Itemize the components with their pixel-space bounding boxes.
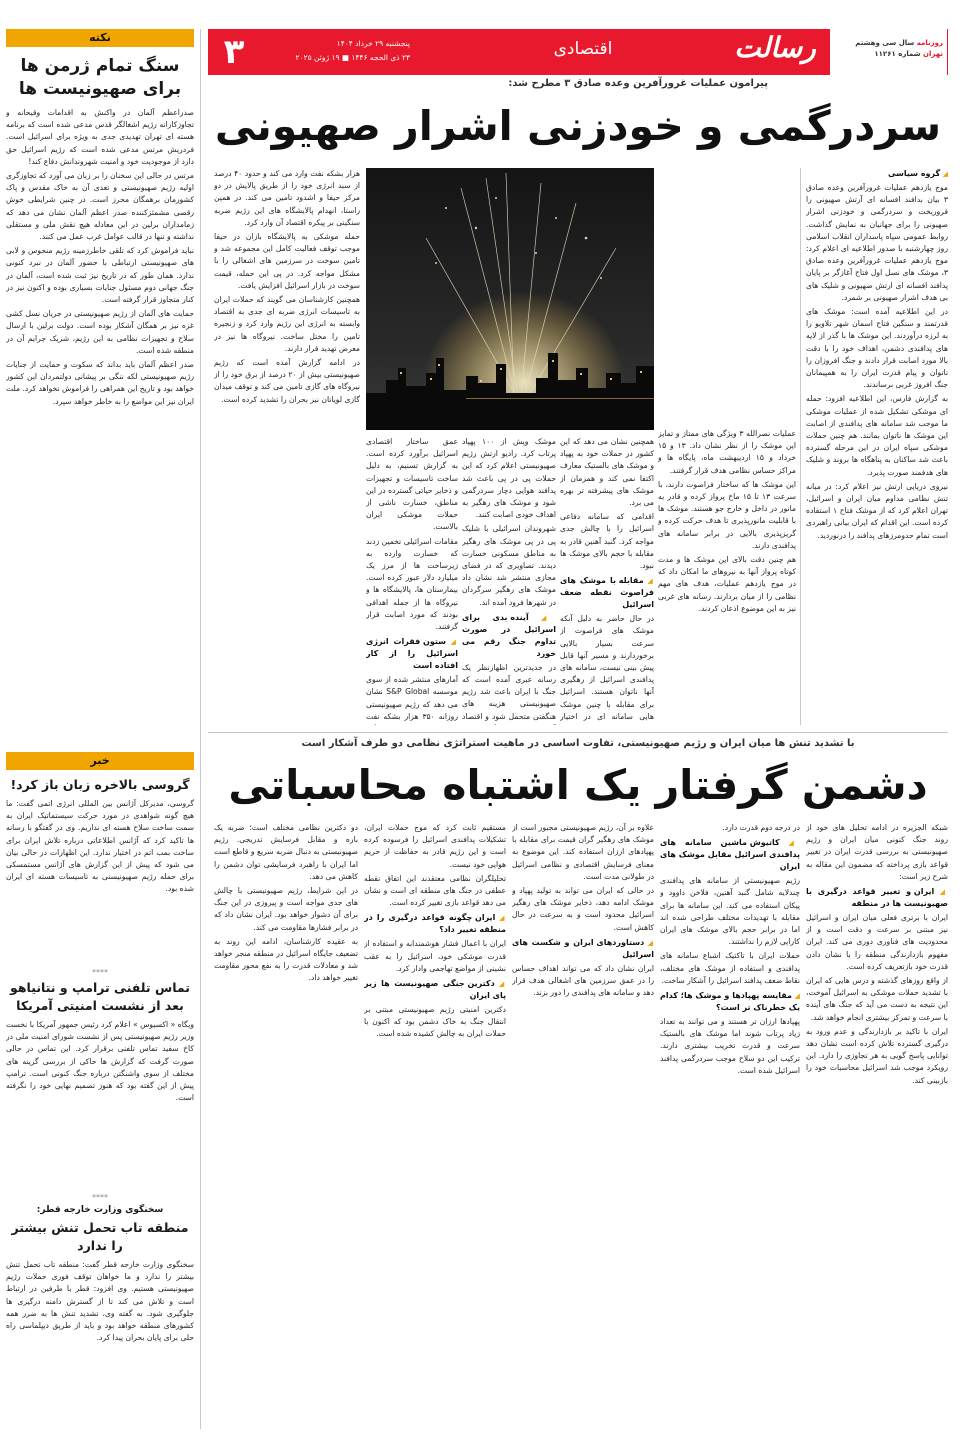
lead-paragraph: نیروی دریایی ارتش نیز اعلام کرد: در میانه تنش نظامی مداوم میان ایران و اسرائیل، تهران اعلام کرد که از موشک فتاح ۱ استفاده کرده است. این اقدام که ایران بیانی راهبردی است تمام حدومرزهای پدافند را درنوردید.: [806, 481, 948, 540]
second-headline: دشمن گرفتار یک اشتباه محاسباتی: [228, 761, 928, 809]
side-note: [6, 29, 194, 747]
second-paragraph: در درجه دوم قدرت دارد.: [722, 823, 800, 832]
second-column-4: [364, 822, 506, 1430]
lead-paragraph: به گزارش فارس، این اطلاعیه افزود: حمله ای موشکی تشکیل شده از عملیات موشکی ما موجب شد سامانه های پدافندی از اصابت این موشک ها ناتوان بمانند. هم چنین حملات موشکی سپاه ایران در این مرحله گسترده باعث شد ساکنان به پناهگاه ها بروند و شلیک های هدفمند صورت پذیرد.: [806, 394, 948, 477]
lead-paragraph: موشک ویش از ۱۰۰ پهپاد پرتاب کرد. رادیو ارتش رژیم صهیونیستی اعلام کرد که این حملات پی در پی باعث شد پدافند هوایی دچار سردرگمی شود و موشک های رهگیر به اهداف خودی اصابت کنند.: [462, 437, 556, 520]
lead-paragraph: حمله موشکی به پالایشگاه بازان در حیفا موجب توقف فعالیت کامل این مجموعه شد و تامین سوخت در سرزمین های اشغالی را با مشکل مواجه کرد. در پی این حمله، قیمت سوخت در بازار اسرائیل افزایش یافت.: [214, 232, 360, 290]
news-kicker: سخنگوی وزارت خارجه قطر:: [36, 1205, 164, 1215]
second-subhead: ◢ ایران و تغییر قواعد درگیری با صهیونیست ها در منطقه: [806, 886, 948, 910]
lead-paragraph: هم چنین دقت بالای این موشک ها و مدت کوتاه پرواز آنها به نیروهای ما امکان داد که در موج یازدهم عملیات، هدف های مهم نظامی را از میان بردارند. رسانه های غربی نیز به این موضوع اذعان کردند.: [658, 555, 796, 613]
lead-paragraph: در جدیدترین اظهارنظر یک رسانه عبری آمده است که جنگ با ایران باعث شد رژیم صهیونیستی هزینه های هنگفتی متحمل شود و اقتصاد: [462, 662, 556, 721]
lead-paragraph: در ادامه گزارش آمده است که رژیم صهیونیستی بیش از ۲۰ درصد از برق خود را از نیروگاه های گازی تامین می کند و توقف میدان گازی لویاتان نیز بحران را تشدید کرده است.: [214, 358, 360, 404]
masthead: [208, 29, 948, 75]
lead-paragraph: این موشک ها که ساختار فراصوت دارند، با سرعت ۱۳ تا ۱۵ ماخ پرواز کرده و قادر به مانور در داخل و خارج جو هستند. موشک ها با قابلیت مانورپذیری تا هدف حرکت کرده و گریزپذیری بالایی در برابر سامانه های پدافندی دارند.: [658, 479, 796, 550]
date-block: [260, 37, 410, 65]
side-note-paragraph: حمایت های آلمان از رژیم صهیونیستی در جریان نسل کشی غزه نیز بر همگان آشکار بوده است. دولت برلین با ارسال سلاح و تجهیزات نظامی به این رژیم، شریک جرایم آن در منطقه شده است.: [6, 309, 194, 355]
lead-column-4: [462, 436, 556, 725]
lead-paragraph: مقامات اسرائیلی تخمین زدند که خسارت وارده به زیرساخت ها از مرز یک میلیارد دلار عبور کرده است. بیمارستان ها، پالایشگاه ها و نیروگاه ها از جمله اهدافی بودند که مورد اصابت قرار گرفتند.: [366, 536, 458, 632]
news-separator: ****: [92, 1193, 108, 1202]
side-note-paragraph: صدراعظم آلمان در واکنش به اقدامات وقیحانه و تجاوزکارانه رژیم اشغالگر قدس مدعی شده است که برنامه هسته ای تهران تهدیدی جدی به ویژه برای اسرائیل است. فردریش مرتس مدعی شده است که رژیم اسرائیل حق دارد از موجودیت خود و امنیت شهروندانش دفاع کند!: [6, 108, 194, 166]
news-title: گروسی بالاخره زبان باز کرد!: [10, 777, 190, 792]
lead-paragraph: در این اطلاعیه آمده است: موشک های قدرتمند و سنگین فتاح اسمان شهر تلاویو را به لرزه درآوردند. این موشک ها با گذر از لایه های پدافندی دشمن، اهداف خود را با دقت بالا مورد اصابت قرار دادند و جنگ افروزان را ناتوان و پیام قدرت ایران را به همپیمانان جنگ افروز غربی برساندند.: [806, 307, 948, 390]
date-other: ۲۳ ذی الحجه ۱۴۴۶ ■ ۱۹ ژوئن ۲۰۲۵: [295, 53, 410, 62]
column-divider: [800, 168, 801, 725]
second-column-1: [806, 822, 948, 1430]
paper-city: تهران: [923, 50, 943, 58]
second-paragraph: به عقیده کارشناسان، ادامه این روند به تضعیف جایگاه اسرائیل در منطقه منجر خواهد شد و معادلات قدرت را به نفع محور مقاومت تغییر خواهد داد.: [214, 936, 358, 983]
lead-column-2: [658, 168, 796, 725]
second-kicker: با تشدید تنش ها میان ایران و رژیم صهیونیستی، تفاوت اساسی در ماهیت استراتژی نظامی دو طرف آشکار است: [301, 738, 855, 749]
night-sky-interceptors-photo: [366, 168, 654, 430]
news-title: تماس تلفنی ترامپ و نتانیاهو بعد از نشست امنیتی آمریکا: [10, 980, 190, 1013]
second-subhead: ◢ مقایسه پهپادها و موشک ها؛ کدام یک خطرناک تر است؟: [660, 990, 800, 1014]
lead-paragraph: عمق ساختار اقتصادی اسرائیل برآورد کرده است. به گزارش تسنیم، به دلیل ساخت تاسیسات و تجهیزات و ذخایر حیاتی گسترده در این مناطق، خسارت ناشی از حملات موشکی ایران بالاست.: [366, 437, 458, 532]
second-column-3: [512, 822, 654, 1430]
lead-paragraph: همچنین کارشناسان می گویند که حملات ایران به تاسیسات انرژی ضربه ای جدی به اقتصاد وابسته به انرژی این رژیم وارد کرد و زنجیره تامین را مختل ساخت. نیروگاه ها نیز در معرض تهدید قرار دارند.: [214, 295, 360, 353]
lead-column-3: [560, 436, 654, 725]
lead-photo: [366, 168, 654, 430]
side-note-label: نکته: [6, 29, 194, 47]
lead-column-5: [366, 436, 458, 725]
second-paragraph: رژیم صهیونیستی از سامانه های پدافندی چندلایه شامل گنبد آهنین، فلاخن داوود و پیکان استفاده می کند. این سامانه ها برای مقابله با تهدیدات مختلف طراحی شده اند اما در برابر حجم بالای موشک های ایران کارایی لازم را نداشتند.: [660, 876, 800, 947]
lead-column-6: [214, 168, 360, 725]
lead-source: ◢ گروه سیاسی: [806, 168, 948, 180]
lead-column-1: [806, 168, 948, 725]
lead-paragraph: همچنین نشان می دهد که این کشور در حملات خود به پهپاد و موشک های بالستیک معارف اکتفا نمی کند و همزمان از موشک های پیشرفته تر بهره می برد.: [560, 437, 654, 508]
second-column-2: [660, 822, 800, 1430]
second-paragraph: در حالی که ایران می تواند به تولید پهپاد و موشک ادامه دهد، ذخایر موشک های رهگیر اسرائیل محدود است و به سرعت در حال کاهش است.: [512, 886, 654, 932]
date-fa: پنجشنبه ۲۹ خرداد ۱۴۰۴: [336, 39, 410, 48]
lead-paragraph: هزار بشکه نفت وارد می کند و حدود ۴۰ درصد از سبد انرژی خود را از طریق پالایش در دو مرکز حیفا و اشدود تامین می کند. در همین راستا، انهدام پالایشگاه های این رژیم ضربه سنگینی بر پیکره اقتصاد آن وارد کرد.: [214, 169, 360, 227]
second-paragraph: ایران با اعمال فشار هوشمندانه و استفاده از قدرت موشکی خود، اسرائیل را به عقب نشینی از مواضع تهاجمی وادار کرد.: [364, 939, 506, 973]
second-paragraph: مستقیم ثابت کرد که موج حملات ایران، تشکیلات پدافندی اسرائیل را فرسوده کرده است و این رژیم قادر به حفاظت از حریم هوایی خود نیست.: [364, 823, 506, 869]
lead-kicker: پیرامون عملیات غرورآفرین وعده صادق ۳ مطرح شد:: [508, 78, 768, 89]
news-separator: ****: [92, 968, 108, 977]
paper-type: روزنامه: [916, 39, 943, 47]
second-paragraph: دکترین امنیتی رژیم صهیونیستی مبتنی بر انتقال جنگ به خاک دشمن بود که اکنون با حملات ایران به چالش کشیده شده است.: [364, 1005, 506, 1039]
second-subhead: ◢ کاتیوش ماشین سامانه های پدافندی اسرائیل مقابل موشک های ایران: [660, 837, 800, 873]
side-news-label: خبر: [6, 752, 194, 770]
lead-paragraph: آمارهای منتشر شده از سوی موسسه S&P Global نشان می دهد که رژیم صهیونیستی روزانه ۳۵۰ هزار بشکه نفت: [366, 675, 458, 721]
lead-paragraph: اقدامی که سامانه دفاعی اسرائیل را با چالش جدی مواجه کرد. گنبد آهنین قادر به مقابله با حجم بالای موشک ها نبود.: [560, 512, 654, 571]
lead-paragraph: در حال حاضر به دلیل آنکه موشک های فراصوت از سرعت بسیار بالایی برخوردارند و مسیر آنها قابل پیش بینی نیست، سامانه های پدافندی اسرائیل از رهگیری آنها ناتوان هستند. اسرائیل برای مقابله با چنین موشک هایی سامانه ای در اختیار: [560, 614, 654, 721]
side-note-paragraph: مرتس در حالی این سخنان را بر زبان می آورد که تجاوزگری اولیه رژیم صهیونیستی و تعدی آن به خاک مقدس و پاک کشورمان برهمگان محرز است. در چنین شرایطی خوش رقصی مشمئزکننده صدر اعظم آلمان نشان می دهد که زمامداران برلین در این معادله هیچ نقش ملی و مستقلی نداشته و تنها در قالب عوامل غرب عمل می کنند.: [6, 171, 194, 242]
second-paragraph: تحلیلگران نظامی معتقدند این اتفاق نقطه عطفی در جنگ های منطقه ای است و نشان می دهد قواعد بازی تغییر کرده است.: [364, 873, 506, 908]
second-subhead: ◢ دکترین جنگی صهیونیست ها زیر پای ایران: [364, 978, 506, 1002]
second-subhead: ◢ دستاوردهای ایران و شکست های اسرائیل: [512, 937, 654, 961]
second-paragraph: ایران با برتری فعلی میان ایران و اسرائیل نیز مبتنی بر سرعت و دقت است و از محدودیت های فناوری دوری می کند. ایران مفهوم بازدارندگی منطقه را با نشان دادن قدرت خود بازتعریف کرده است.: [806, 913, 948, 971]
second-paragraph: حملات ایران با تاکتیک اشباع سامانه های پدافندی و استفاده از موشک های مختلف، نقاط ضعف پدافند اسرائیل را آشکار ساخت.: [660, 951, 800, 985]
lead-paragraph: موج یازدهم عملیات غرورآفرین وعده صادق ۳ بیان بدافند افسانه ای آرتش صهیونی را فروریخت و سردرگمی و خودزنی اشرار صهیونی را برای جهانیان به نمایش گذاشت. روابط عمومی سپاه پاسداران انقلاب اسلامی روز چهارشنبه با صدور اطلاعیه ای اعلام کرد: موج یازدهم عملیات غرورآفرین وعده صادق ۳، موشک های نسل اول فتاح آغازگر بر پایان پدافند افسانه ای ارتش صهیونی و شلیک های بی هدف اشرار صهیونی بر شمرد.: [806, 183, 948, 302]
issue-label: شماره ۱۱۲۶۱: [874, 50, 921, 58]
second-paragraph: در این شرایط، رژیم صهیونیستی با چالش های جدی مواجه است و پیروزی در این جنگ برای آن دشوار خواهد بود. ایران نشان داد که در برابر فشارها مقاومت می کند.: [214, 886, 358, 932]
lead-subhead: ◢ آینده بدی برای اسرائیل در صورت تداوم جنگ رقم می خورد: [462, 612, 556, 660]
side-note-paragraph: صدر اعظم آلمان باید بداند که سکوت و حمایت از جنایات رژیم صهیونیستی لکه ننگی بر پیشانی دولتمردان این کشور خواهد بود و تاریخ این همراهی را فراموش نخواهد کرد. ملت ایران نیز این مواضع را به خاطر خواهد سپرد.: [6, 360, 194, 406]
side-news: [6, 752, 194, 1430]
lead-paragraph: عملیات نصرالله ۳ ویژگی های ممتاز و تمایز این موشک را از نظر نشان داد. ۱۳ و ۱۵ خرداد و ۱۵ اردیبهشت ماه، پایگاه ها و مراکز حساس نظامی هدف قرار گرفتند.: [658, 429, 796, 475]
second-paragraph: از واقع روزهای گذشته و درس هایی که ایران با تشدید حملات موشکی به اسرائیل آموخت، این نتیجه به دست می آید که جنگ های آینده با سرعت و تمرکز بیشتری انجام خواهد شد.: [806, 976, 948, 1022]
second-paragraph: علاوه بر آن، رژیم صهیونیستی مجبور است از موشک های رهگیر گران قیمت برای مقابله با پهپادهای ارزان استفاده کند. این موضوع به معنای فرسایش اقتصادی و نظامی اسرائیل در طولانی مدت است.: [512, 823, 654, 881]
lead-paragraph: شهروندان اسرائیلی با شلیک پی در پی موشک های رهگیر به مناطق مسکونی خسارت دیدند. تصاویری که در فضای مجازی منتشر شد نشان داد موشک های رهگیر سرگردان در شهرها فرود آمده اند.: [462, 524, 556, 607]
news-body: گروسی، مدیرکل آژانس بین المللی انرژی اتمی گفت: ما هیچ گونه شواهدی در مورد حرکت سیستماتیک ایران به سمت ساخت سلاح هسته ای نداریم. وی در گفتگو با رسانه ها تاکید کرد که آژانس اطلاعاتی درباره تلاش ایران برای ساخت بمب اتم در اختیار ندارد. این اظهارات در حالی بیان می شود که پیش از این گزارش های آژانس مستمسکی برای حمله رژیم صهیونیستی به تاسیسات هسته ای ایران شده بود.: [6, 799, 194, 894]
second-paragraph: ایران نشان داد که می تواند اهداف حساس را در عمق سرزمین های اشغالی هدف قرار دهد و سامانه های پدافندی را دور بزند.: [512, 963, 654, 998]
section-title: اقتصادی: [553, 39, 613, 59]
sidebar-divider: [200, 29, 201, 1429]
second-paragraph: شبکه الجزیره در ادامه تحلیل های خود از روند جنگ کنونی میان ایران و رژیم صهیونیستی به بررسی قدرت ایران در تغییر قواعد بازی پرداخته که مضمون این مقاله به شرح زیر است:: [806, 823, 948, 881]
logo-text: رسالت: [734, 31, 816, 64]
news-title: منطقه تاب تحمل تنش بیشتر را ندارد: [11, 1220, 189, 1253]
second-paragraph: پهپادها ارزان تر هستند و می توانند به تعداد زیاد پرتاب شوند اما موشک های بالستیک سرعت و قدرت تخریب بیشتری دارند. ترکیب این دو سلاح موجب سردرگمی پدافند اسرائیل شده است.: [660, 1017, 800, 1075]
news-body: سخنگوی وزارت خارجه قطر گفت: منطقه تاب تحمل تنش بیشتر را ندارد و ما خواهان توقف فوری حملات رژیم صهیونیستی هستیم. وی افزود: قطر با طرفین در ارتباط است و تلاش می کند تا از گسترش دامنه درگیری ها جلوگیری شود. به گفته وی، تشدید تنش ها به ضرر همه کشورهای منطقه خواهد بود و باید از طریق دیپلماسی راه حلی برای پایان بحران پیدا کرد.: [6, 1260, 194, 1343]
lead-subhead: ◢ ستون فقرات انرژی اسرائیل را از کار افتاده است: [366, 636, 458, 672]
side-note-title: سنگ تمام ژرمن ها برای صهیونیست ها: [18, 56, 182, 99]
paper-info-box: [830, 29, 948, 75]
second-paragraph: ایران با تاکید بر بازدارندگی و عدم ورود به درگیری گسترده تلاش کرده است نشان دهد توانایی پاسخ گویی به هر تجاوزی را دارد. این رویکرد موجب شد اسرائیل محاسبات خود را بازبینی کند.: [806, 1026, 948, 1085]
section-divider: [208, 732, 948, 733]
side-note-paragraph: نباید فراموش کرد که تلقی خاطرزمینه رژیم منحوس و لابی های صهیونیستی ارتباطی با حضور آلمان در نبرد کنونی ندارد. همان طور که در تاریخ نیز ثبت شده است، آلمان در جنگ جهانی دوم مسئول جنایات بسیاری بوده و اکنون نیز در کنار متجاوز قرار گرفته است.: [6, 246, 194, 305]
lead-subhead: ◢ مقابله با موشک های فراصوت نقطه ضعف اسرائیل: [560, 575, 654, 611]
second-subhead: ◢ ایران چگونه قواعد درگیری را در منطقه تغییر داد؟: [364, 912, 506, 936]
second-column-5: [214, 822, 358, 1430]
page-number: ۳: [223, 32, 245, 72]
second-paragraph: دو دکترین نظامی مختلف است؛ ضربه یک باره و مقابل فرسایش تدریجی. رژیم صهیونیستی به دنبال ضربه سریع و قاطع است اما ایران با راهبرد فرسایشی توان دشمن را کاهش می دهد.: [214, 823, 358, 881]
news-body: ویگاه « اکسیوس » اعلام کرد رئیس جمهور آمریکا با نخست وزیر رژیم صهیونیستی پس از نشست شورای امنیت ملی در کاخ سفید تماس تلفنی برقرار کرد. این تماس در حالی صورت گرفت که گزارش ها حاکی از بررسی گزینه های مختلف از سوی واشنگتن درباره جنگ کنونی است. ترامپ پیش از این گفته بود که هنوز تصمیم نهایی خود را نگرفته است.: [6, 1020, 194, 1103]
year-label: سال سی وهشتم: [855, 39, 915, 47]
lead-headline: سردرگمی و خودزنی اشرار صهیونی: [214, 102, 942, 150]
side-note-body: [6, 107, 194, 747]
logo: [730, 31, 820, 73]
